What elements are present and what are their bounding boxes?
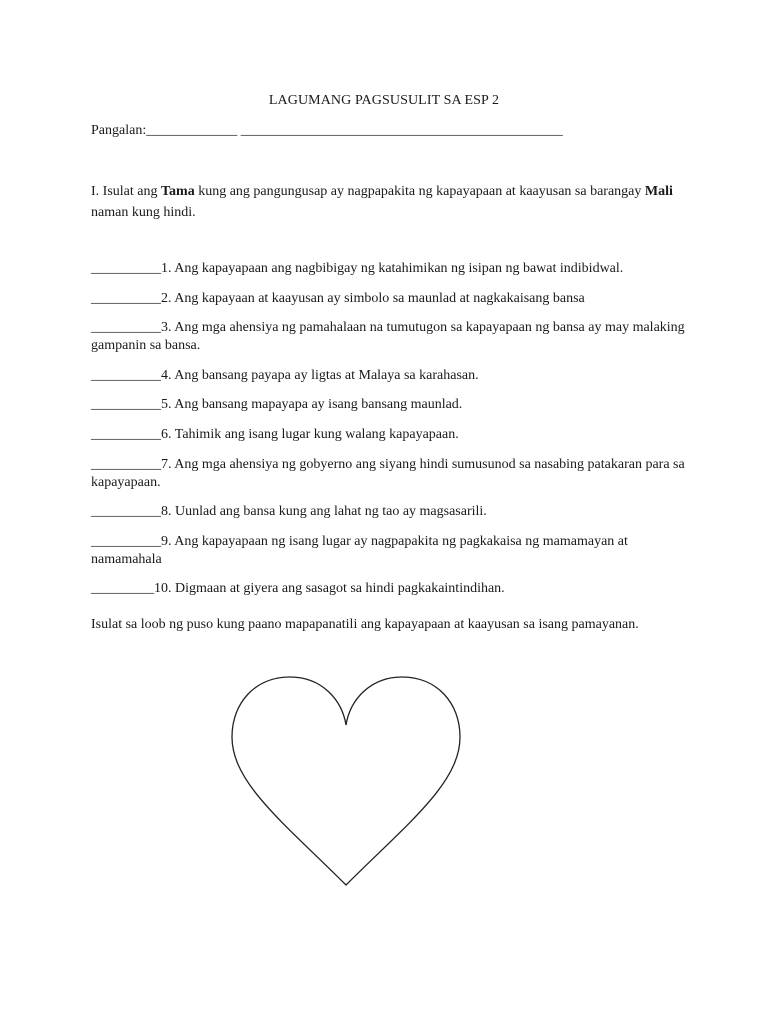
name-label: Pangalan:	[91, 123, 147, 138]
question-item	[91, 319, 691, 355]
answer-blank: __________	[91, 426, 161, 442]
heart-outline	[232, 677, 460, 885]
final-instruction: Isulat sa loob ng puso kung paano mapapanatili ang kapayapaan at kaayusan sa isang pamayanan.	[91, 617, 639, 632]
question-text: 7. Ang mga ahensiya ng gobyerno ang siyang hindi sumusunod sa nasabing patakaran para sa kapayapaan.	[91, 456, 685, 490]
answer-blank: __________	[91, 504, 161, 520]
instructions-prefix: I. Isulat ang	[91, 184, 161, 199]
instructions-middle: kung ang pangungusap ay nagpapakita ng kapayapaan at kaayusan sa barangay	[194, 184, 645, 199]
answer-blank: __________	[91, 456, 161, 472]
question-text: 3. Ang mga ahensiya ng pamahalaan na tumutugon sa kapayapaan ng bansa ay may malaking gampanin sa bansa.	[91, 320, 685, 354]
instructions-tama: Tama	[160, 184, 195, 199]
name-blank-short: _____________	[146, 123, 238, 138]
question-item	[91, 456, 691, 492]
answer-blank: __________	[91, 397, 161, 413]
question-text: 5. Ang bansang mapayapa ay isang bansang maunlad.	[161, 397, 463, 413]
question-text: 1. Ang kapayapaan ang nagbibigay ng katahimikan ng isipan ng bawat indibidwal.	[161, 261, 624, 276]
question-item	[91, 260, 691, 278]
question-item	[91, 533, 691, 569]
question-text: 4. Ang bansang payapa ay ligtas at Malaya sa karahasan.	[161, 367, 479, 383]
question-text: 8. Uunlad ang bansa kung ang lahat ng tao ay magsasarili.	[161, 504, 487, 520]
question-text: 10. Digmaan at giyera ang sasagot sa hindi pagkakaintindihan.	[154, 581, 505, 597]
name-field	[91, 123, 563, 139]
question-item	[91, 396, 691, 414]
question-item	[91, 290, 691, 308]
question-item	[91, 426, 691, 444]
answer-blank: _________	[91, 581, 154, 597]
page-title: LAGUMANG PAGSUSULIT SA ESP 2	[268, 93, 500, 108]
question-item	[91, 367, 691, 385]
question-text: 2. Ang kapayaan at kaayusan ay simbolo sa maunlad at nagkakaisang bansa	[161, 290, 585, 306]
heart-outline-icon	[230, 675, 462, 887]
instructions-suffix: naman kung hindi.	[91, 205, 196, 220]
question-list	[91, 260, 691, 598]
answer-blank: __________	[91, 367, 161, 383]
instructions	[91, 181, 681, 223]
answer-blank: __________	[91, 320, 161, 336]
question-item	[91, 503, 691, 521]
answer-blank: __________	[91, 290, 161, 306]
question-text: 6. Tahimik ang isang lugar kung walang kapayapaan.	[161, 426, 459, 442]
answer-blank: __________	[91, 533, 161, 549]
question-item	[91, 580, 691, 598]
question-text: 9. Ang kapayapaan ng isang lugar ay nagpapakita ng pagkakaisa ng mamamayan at namamahala	[91, 533, 628, 567]
answer-blank: __________	[91, 261, 161, 276]
name-blank-long: ______________________________________________	[240, 123, 563, 138]
instructions-mali: Mali	[644, 184, 673, 199]
